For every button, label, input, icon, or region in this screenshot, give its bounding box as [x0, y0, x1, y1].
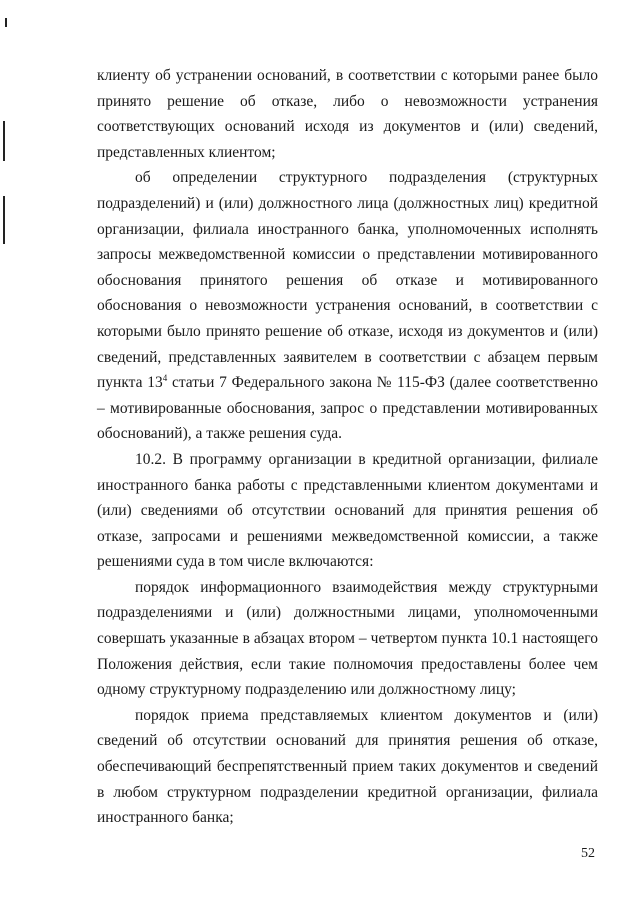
- paragraph-continuation: клиенту об устранении оснований, в соответствии с которыми ранее было принято решение об отказе, либо о невозможности устранения соответствующих оснований исходя из документов и (или) сведений, представленных клиентом;: [97, 67, 598, 161]
- paragraph-text: статьи 7 Федерального закона № 115-ФЗ (далее соответственно – мотивированные обоснования, запрос о представлении мотивированных обоснований), а также решения суда.: [97, 374, 599, 443]
- scan-artifact-mark: [5, 18, 7, 27]
- paragraph: порядок информационного взаимодействия между структурными подразделениями и (или) должностными лицами, уполномоченными совершать указанные в абзацах втором – четвертом пункта 10.1 настоящего Положения действия, если такие полномочия предоставлены более чем одному структурному подразделению или должностному лицу;: [97, 578, 598, 699]
- margin-change-bar: [3, 196, 5, 244]
- paragraph: 10.2. В программу организации в кредитной организации, филиале иностранного банка работы с представленными клиентом документами и (или) сведениями об отсутствии оснований для принятия решения об отказе, запросами и решениями межведомственной комиссии, а также решениями суда в том числе включаются:: [97, 450, 598, 571]
- body-text: [97, 63, 598, 831]
- margin-change-bar: [3, 121, 5, 161]
- page-number: 52: [581, 846, 595, 861]
- paragraph-text: об определении структурного подразделения (структурных подразделений) и (или) должностного лица (должностных лиц) кредитной организации, филиала иностранного банка, уполномоченных исполнять запросы межведомственной комиссии о представлении мотивированного обоснования принятого решения об отказе и мотивированного обоснования о невозможности устранения оснований, в соответствии с которыми было принято решение об отказе, исходя из документов и (или) сведений, представленных заявителем в соответствии с абзацем первым пункта 13: [97, 169, 598, 392]
- paragraph: порядок приема представляемых клиентом документов и (или) сведений об отсутствии оснований для принятия решения об отказе, обеспечивающий беспрепятственный прием таких документов и сведений в любом структурном подразделении кредитной организации, филиала иностранного банка;: [97, 706, 598, 827]
- paragraph: [97, 165, 598, 447]
- superscript-number: 4: [162, 373, 168, 384]
